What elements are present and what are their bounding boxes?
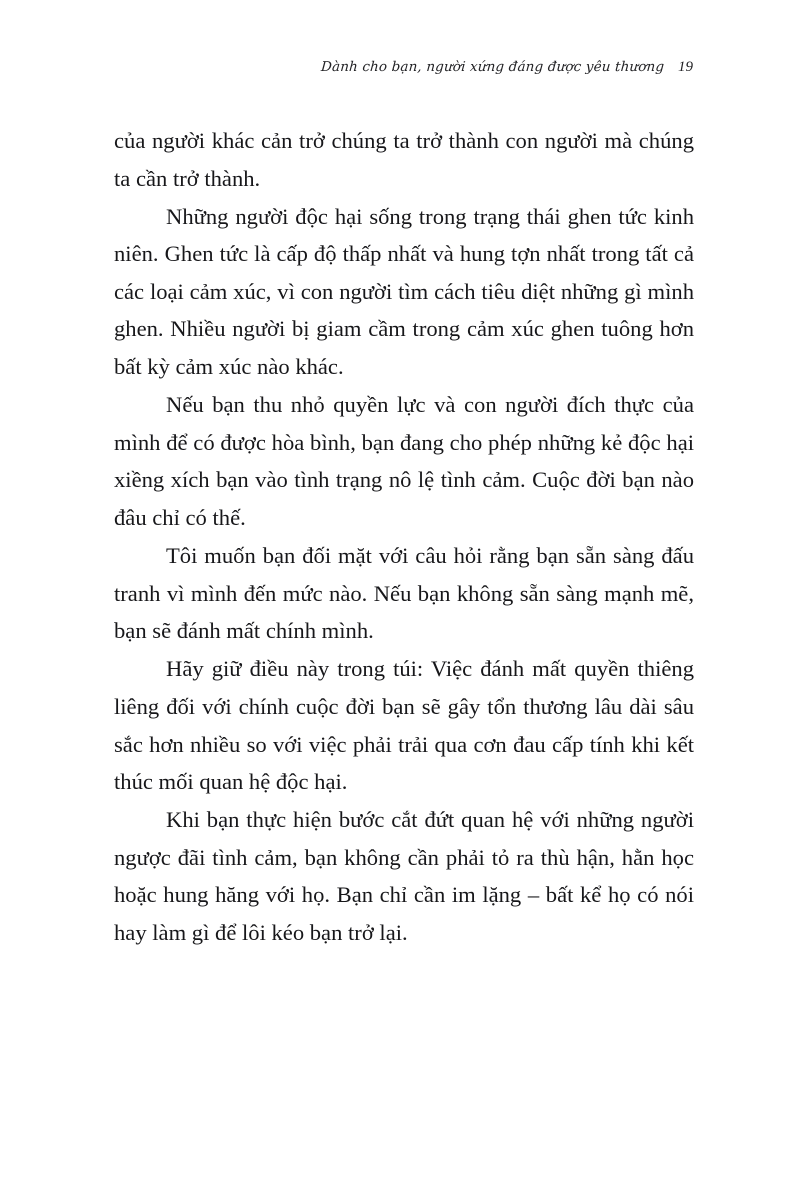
- paragraph: Nếu bạn thu nhỏ quyền lực và con người đích thực của mình để có được hòa bình, bạn đang cho phép những kẻ độc hại xiềng xích bạn vào tình trạng nô lệ tình cảm. Cuộc đời bạn nào đâu chỉ có thế.: [114, 392, 694, 530]
- body-text-block: [114, 122, 694, 952]
- paragraph: Khi bạn thực hiện bước cắt đứt quan hệ với những người ngược đãi tình cảm, bạn không cần phải tỏ ra thù hận, hằn học hoặc hung hăng với họ. Bạn chỉ cần im lặng – bất kể họ có nói hay làm gì để lôi kéo bạn trở lại.: [114, 807, 694, 945]
- paragraph: Tôi muốn bạn đối mặt với câu hỏi rằng bạn sẵn sàng đấu tranh vì mình đến mức nào. Nếu bạn không sẵn sàng mạnh mẽ, bạn sẽ đánh mất chính mình.: [114, 543, 694, 644]
- paragraph: Hãy giữ điều này trong túi: Việc đánh mất quyền thiêng liêng đối với chính cuộc đời bạn sẽ gây tổn thương lâu dài sâu sắc hơn nhiều so với việc phải trải qua cơn đau cấp tính khi kết thúc mối quan hệ độc hại.: [114, 656, 694, 795]
- running-head-title: Dành cho bạn, người xứng đáng được yêu thương: [320, 59, 665, 75]
- page-number: 19: [678, 59, 693, 75]
- running-head: [0, 59, 693, 75]
- paragraph: của người khác cản trở chúng ta trở thành con người mà chúng ta cần trở thành.: [114, 128, 694, 191]
- paragraph: Những người độc hại sống trong trạng thái ghen tức kinh niên. Ghen tức là cấp độ thấp nhất và hung tợn nhất trong tất cả các loại cảm xúc, vì con người tìm cách tiêu diệt những gì mình ghen. Nhiều người bị giam cầm trong cảm xúc ghen tuông hơn bất kỳ cảm xúc nào khác.: [114, 203, 694, 380]
